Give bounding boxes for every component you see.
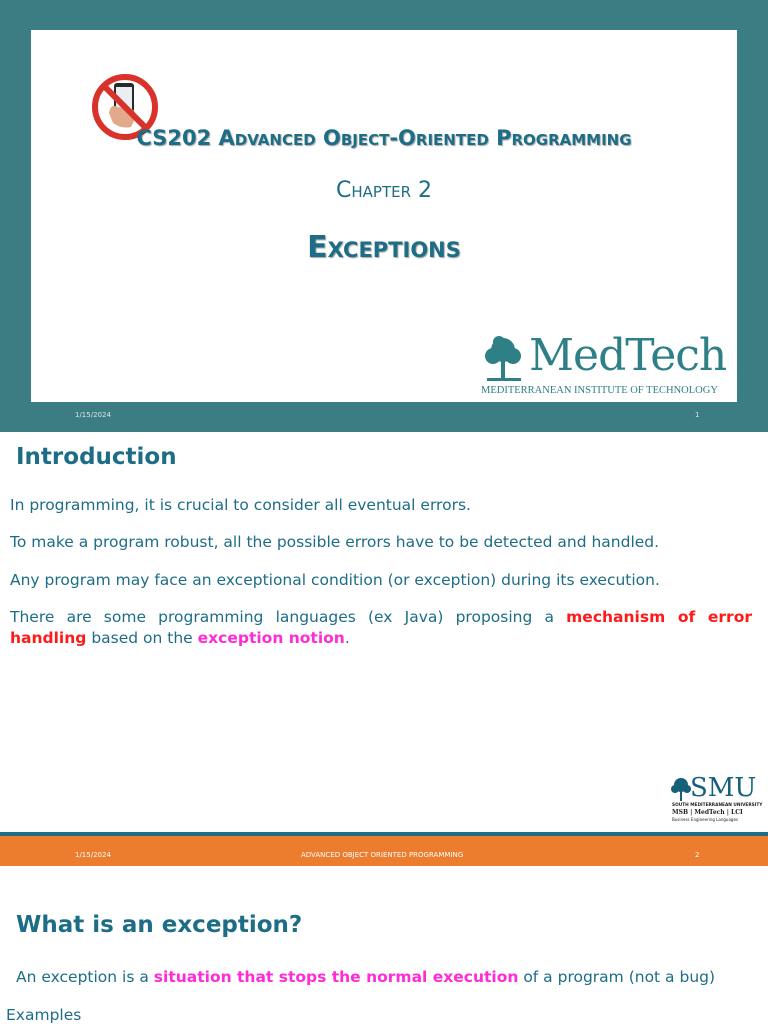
tree-logo-icon xyxy=(670,776,692,802)
paragraph: To make a program robust, all the possible errors have to be detected and handled. xyxy=(10,533,660,551)
topic-title: Exceptions xyxy=(307,230,461,265)
slide-1 xyxy=(0,0,768,432)
slide-2 xyxy=(0,432,768,868)
footer-bar xyxy=(0,836,768,866)
highlight-magenta: exception notion xyxy=(197,629,345,647)
smu-name: SMU xyxy=(690,773,757,803)
text-run: of a program (not a bug) xyxy=(518,968,716,986)
paragraph: Any program may face an exceptional condition (or exception) during its execution. xyxy=(10,571,660,589)
footer-date: 1/15/2024 xyxy=(75,411,111,419)
chapter-label: Chapter 2 xyxy=(336,178,432,203)
footer-course: ADVANCED OBJECT ORIENTED PROGRAMMING xyxy=(301,851,464,859)
text-run: based on the xyxy=(86,629,198,647)
highlight-red: mechanism of error handling xyxy=(10,608,752,647)
highlight-magenta: situation that stops the normal execution xyxy=(153,968,519,986)
slide-3 xyxy=(0,868,768,1024)
smu-disciplines: Business Engineering Languages xyxy=(672,817,739,822)
slide-heading: What is an exception? xyxy=(16,912,303,938)
paragraph-error-handling xyxy=(10,607,752,649)
slide-heading: Introduction xyxy=(16,444,177,470)
page-number: 1 xyxy=(695,411,700,419)
title-card xyxy=(31,30,737,402)
smu-university: SOUTH MEDITERRANEAN UNIVERSITY xyxy=(672,803,763,808)
definition-paragraph xyxy=(16,968,715,986)
medtech-name: MedTech xyxy=(529,330,727,381)
medtech-subtitle: MEDITERRANEAN INSTITUTE OF TECHNOLOGY xyxy=(481,385,718,396)
examples-label: Examples xyxy=(6,1006,82,1024)
smu-schools: MSB | MedTech | LCI xyxy=(672,809,743,816)
medtech-logo xyxy=(481,330,731,400)
paragraph: In programming, it is crucial to consider all eventual errors. xyxy=(10,496,471,514)
page-number: 2 xyxy=(695,851,700,859)
smu-logo xyxy=(670,773,764,828)
text-run: There are some programming languages (ex Java) proposing a xyxy=(10,608,567,626)
text-run: . xyxy=(344,629,350,647)
footer-date: 1/15/2024 xyxy=(75,851,111,859)
text-run: An exception is a xyxy=(16,968,154,986)
course-title: CS202 Advanced Object-Oriented Programming xyxy=(136,126,632,150)
tree-logo-icon xyxy=(481,334,529,384)
